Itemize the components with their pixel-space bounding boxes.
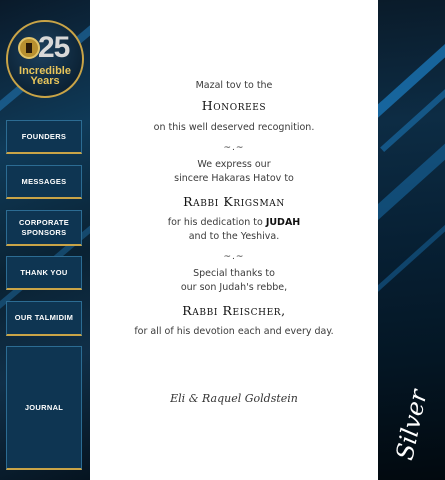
nav-thank-you-label: THANK YOU bbox=[20, 267, 68, 277]
dedication-line bbox=[90, 217, 378, 229]
logo-number: 25 bbox=[38, 31, 70, 64]
logo-line-2: Years bbox=[30, 75, 60, 87]
sidebar bbox=[0, 0, 90, 480]
tier-text: Silver bbox=[390, 387, 434, 463]
nav-messages-label: MESSAGES bbox=[21, 176, 67, 186]
thanks-line-1: Special thanks to bbox=[193, 268, 275, 279]
divider-1: ~.~ bbox=[223, 143, 245, 153]
recognition-text: on this well deserved recognition. bbox=[153, 122, 315, 133]
thanks-line-2: our son Judah's rebbe, bbox=[180, 282, 288, 293]
intro-text: Mazal tov to the bbox=[195, 80, 273, 91]
honorees-heading: Honorees bbox=[201, 98, 267, 113]
seal-icon bbox=[18, 37, 40, 59]
nav-our-talmidim-label: OUR TALMIDIM bbox=[14, 313, 74, 322]
signature: Eli & Raquel Goldstein bbox=[170, 392, 298, 405]
devotion-text: for all of his devotion each and every day. bbox=[134, 326, 334, 337]
anniversary-logo[interactable] bbox=[6, 20, 84, 98]
express-line-1: We express our bbox=[197, 159, 271, 170]
nav-founders-button[interactable] bbox=[6, 120, 82, 154]
light-streak bbox=[378, 210, 445, 294]
rabbi-krigsman-heading: Rabbi Krigsman bbox=[183, 194, 285, 209]
nav-thank-you-button[interactable] bbox=[6, 256, 82, 290]
nav-messages-button[interactable] bbox=[6, 165, 82, 199]
logo-line-1: Incredible bbox=[19, 65, 71, 77]
rabbi-reischer-heading: Rabbi Reischer, bbox=[182, 303, 286, 318]
tier-label bbox=[392, 380, 432, 470]
dedication-prefix: for his dedication to bbox=[167, 217, 266, 228]
nav-our-talmidim-button[interactable] bbox=[6, 301, 82, 336]
dedication-name: JUDAH bbox=[265, 217, 301, 228]
nav-corporate-sponsors-label: CORPORATE SPONSORS bbox=[18, 217, 70, 237]
nav-journal-label: JOURNAL bbox=[24, 402, 64, 412]
express-line-2: sincere Hakaras Hatov to bbox=[174, 173, 294, 184]
nav-journal-button[interactable] bbox=[6, 346, 82, 470]
divider-2: ~.~ bbox=[223, 252, 245, 262]
nav-corporate-sponsors-button[interactable] bbox=[6, 210, 82, 246]
message-card bbox=[90, 0, 378, 480]
right-decorative-panel bbox=[378, 0, 445, 480]
dedication-suffix: and to the Yeshiva. bbox=[188, 231, 280, 242]
nav-founders-label: FOUNDERS bbox=[21, 131, 67, 141]
